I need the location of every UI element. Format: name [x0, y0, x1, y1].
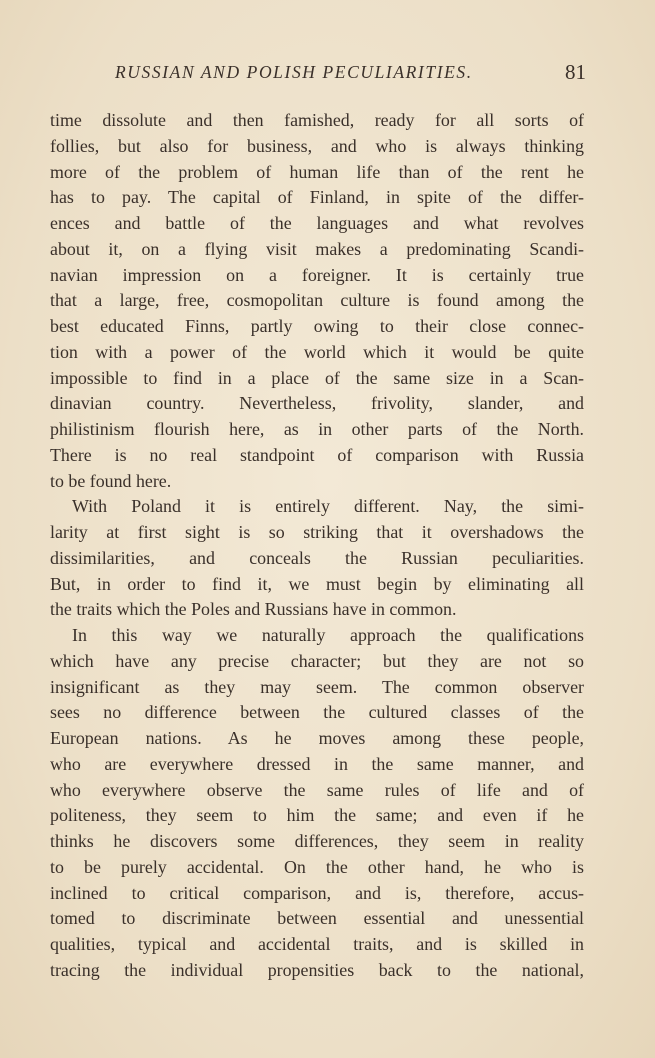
- text-line: sees no difference between the cultured classes of the: [50, 702, 584, 723]
- page-number: 81: [565, 60, 586, 84]
- text-line: follies, but also for business, and who is always thinking: [50, 135, 584, 156]
- text-line: that a large, free, cosmopolitan culture is found among the: [50, 290, 584, 311]
- text-line: politeness, they seem to him the same; and even if he: [50, 805, 584, 826]
- text-line: more of the problem of human life than of the rent he: [50, 161, 584, 182]
- paragraph-end-line: the traits which the Poles and Russians have in common.: [50, 599, 457, 620]
- text-line: larity at first sight is so striking that it overshadows the: [50, 522, 584, 542]
- text-line: best educated Finns, partly owing to their close connec-: [50, 316, 584, 336]
- text-line: dissimilarities, and conceals the Russian peculiarities.: [50, 547, 584, 568]
- text-line: to be purely accidental. On the other hand, he who is: [50, 856, 584, 877]
- text-line: tion with a power of the world which it would be quite: [50, 341, 584, 362]
- text-line: inclined to critical comparison, and is, therefore, accus-: [50, 882, 584, 903]
- text-line: ences and battle of the languages and what revolves: [50, 213, 584, 233]
- paragraph-end-line: to be found here.: [50, 470, 172, 491]
- text-line: about it, on a flying visit makes a predominating Scandi-: [50, 238, 584, 259]
- text-line: qualities, typical and accidental traits, and is skilled in: [50, 934, 584, 954]
- paragraph-start-line: In this way we naturally approach the qualifications: [72, 625, 584, 645]
- paragraph-start-line: With Poland it is entirely different. Nay, the simi-: [72, 496, 584, 517]
- text-line: European nations. As he moves among these people,: [50, 728, 584, 748]
- text-line: philistinism flourish here, as in other parts of the North.: [50, 419, 584, 439]
- text-line: But, in order to find it, we must begin by eliminating all: [50, 573, 584, 594]
- text-line: impossible to find in a place of the same size in a Scan-: [50, 367, 584, 388]
- running-head: [50, 62, 590, 90]
- text-line: navian impression on a foreigner. It is certainly true: [50, 264, 584, 285]
- text-line: tracing the individual propensities back to the national,: [50, 959, 584, 980]
- text-line: There is no real standpoint of comparison with Russia: [50, 444, 584, 465]
- running-title: RUSSIAN AND POLISH PECULIARITIES.: [115, 62, 473, 82]
- text-line: time dissolute and then famished, ready for all sorts of: [50, 110, 584, 130]
- text-line: thinks he discovers some differences, they seem in reality: [50, 831, 584, 851]
- text-line: which have any precise character; but they are not so: [50, 650, 584, 671]
- text-line: who are everywhere dressed in the same manner, and: [50, 753, 584, 774]
- text-line: has to pay. The capital of Finland, in spite of the differ-: [50, 187, 584, 208]
- text-line: tomed to discriminate between essential and unessential: [50, 908, 584, 929]
- text-line: who everywhere observe the same rules of life and of: [50, 779, 584, 800]
- text-line: insignificant as they may seem. The common observer: [50, 676, 584, 697]
- body-text: [50, 108, 584, 984]
- text-line: dinavian country. Nevertheless, frivolity, slander, and: [50, 393, 584, 414]
